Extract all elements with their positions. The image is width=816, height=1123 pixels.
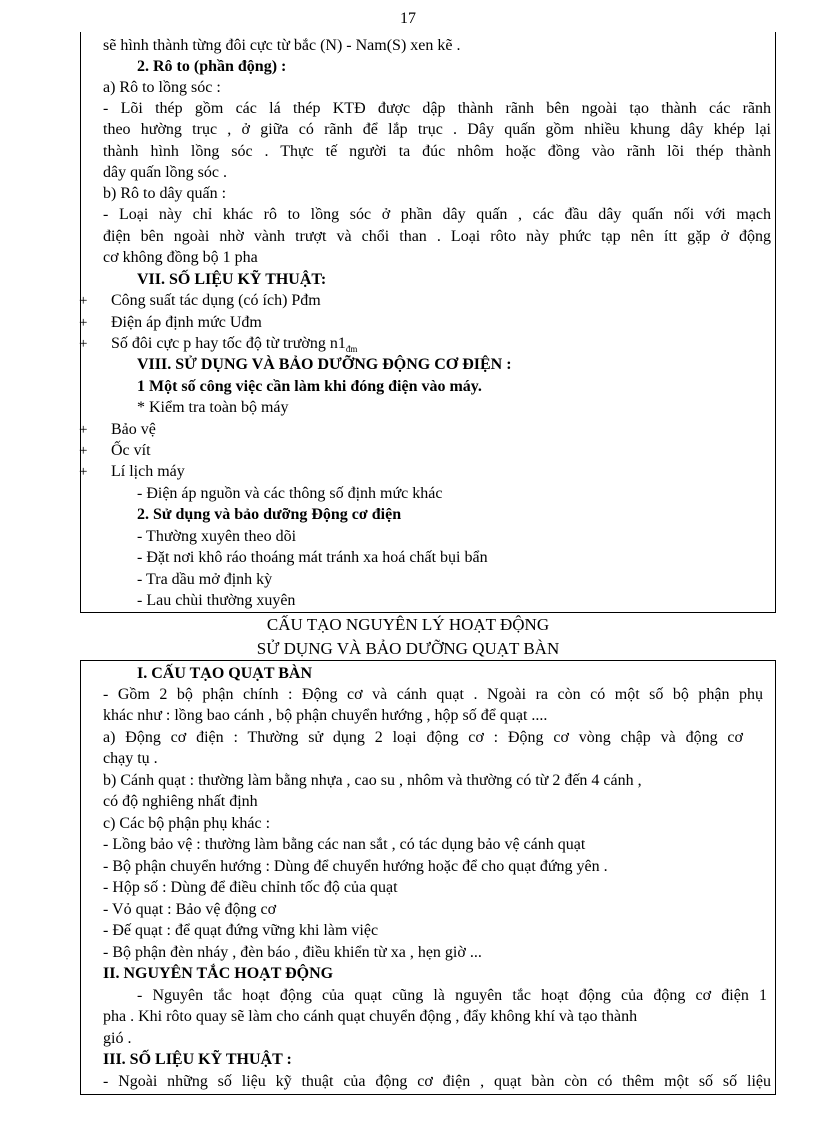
subheading: 1 Một số công việc cần làm khi đóng điện vào máy. — [137, 378, 482, 395]
section-heading-iii: III. SỐ LIỆU KỸ THUẬT : — [103, 1051, 292, 1068]
text-line: - Nguyên tắc hoạt động của quạt cũng là nguyên tắc hoạt động của động cơ điện 1 — [137, 987, 767, 1004]
text-line: - Lau chùi thường xuyên — [137, 592, 296, 609]
bullet-marker: + — [79, 315, 88, 331]
bullet-marker: + — [79, 422, 88, 438]
text-line: cơ không đồng bộ 1 pha — [103, 249, 258, 266]
text-line: pha . Khi rôto quay sẽ làm cho cánh quạt chuyển động , đẩy không khí và tạo thành — [103, 1008, 638, 1025]
text-line: - Gồm 2 bộ phận chính : Động cơ và cánh quạt . Ngoài ra còn có một số bộ phận phụ — [103, 686, 763, 703]
rotor-squirrel-label: a) Rô to lồng sóc : — [103, 79, 221, 96]
text-line: - Bộ phận chuyển hướng : Dùng để chuyển hướng hoặc để cho quạt đứng yên . — [103, 858, 608, 875]
text-line: - Loại này chỉ khác rô to lồng sóc ở phần dây quấn , các đầu dây quấn nối với mạch — [103, 206, 771, 223]
text-line: - Ngoài những số liệu kỹ thuật của động cơ điện , quạt bàn còn có thêm một số số liệu — [103, 1073, 771, 1090]
spec-item: Công suất tác dụng (có ích) Pđm — [111, 292, 321, 309]
rotor-wound-label: b) Rô to dây quấn : — [103, 185, 227, 202]
motor-section-box — [80, 32, 776, 613]
text-line: * Kiểm tra toàn bộ máy — [137, 399, 289, 416]
text-line: gió . — [103, 1030, 132, 1047]
text-line: - Đặt nơi khô ráo thoáng mát tránh xa hoá chất bụi bẩn — [137, 549, 488, 566]
text-line: c) Các bộ phận phụ khác : — [103, 815, 271, 832]
bullet-marker: + — [79, 443, 88, 459]
text-line: theo hường trục , ở giữa có rãnh để lắp trục . Dây quấn gồm nhiều khung dây khép lại — [103, 121, 771, 138]
text-line: thành hình lồng sóc . Thực tế người ta đúc nhôm hoặc đồng vào rãnh lõi thép thành — [103, 143, 771, 160]
text-line: - Hộp số : Dùng để điều chỉnh tốc độ của quạt — [103, 879, 398, 896]
check-item: Lí lịch máy — [111, 463, 185, 480]
chapter-title: CẤU TẠO NGUYÊN LÝ HOẠT ĐỘNG — [266, 615, 550, 634]
check-item: Ốc vít — [111, 442, 151, 459]
text-line: - Vỏ quạt : Bảo vệ động cơ — [103, 901, 277, 918]
text-line: điện bên ngoài nhờ vành trượt và chổi than . Loại rôto này phức tạp nên ítt gặp ở động — [103, 228, 771, 245]
chapter-subtitle: SỬ DỤNG VÀ BẢO DƯỠNG QUẠT BÀN — [256, 639, 560, 658]
text-line: - Bộ phận đèn nháy , đèn báo , điều khiển từ xa , hẹn giờ ... — [103, 944, 482, 961]
text-line: chạy tụ . — [103, 750, 158, 767]
section-heading-vii: VII. SỐ LIỆU KỸ THUẬT: — [137, 271, 327, 288]
spec-subscript: đm — [345, 344, 358, 355]
text-line: - Đế quạt : để quạt đứng vững khi làm việc — [103, 922, 379, 939]
spec-item-text: Số đôi cực p hay tốc độ từ trường n1 — [111, 335, 346, 352]
bullet-marker: + — [79, 336, 88, 352]
spec-item: Điện áp định mức Uđm — [111, 314, 262, 331]
section-heading-viii: VIII. SỬ DỤNG VÀ BẢO DƯỠNG ĐỘNG CƠ ĐIỆN : — [137, 356, 512, 373]
subheading: 2. Sử dụng và bảo dưỡng Động cơ điện — [137, 506, 402, 523]
text-line: - Lõi thép gồm các lá thép KTĐ được dập thành rãnh bên ngoài tạo thành các rãnh — [103, 100, 771, 117]
text-line: - Thường xuyên theo dõi — [137, 528, 297, 545]
text-line: - Tra dầu mở định kỳ — [137, 571, 273, 588]
section-heading-i: I. CẤU TẠO QUẠT BÀN — [137, 665, 312, 682]
text-line: sẽ hình thành từng đôi cực từ bắc (N) - Nam(S) xen kẽ . — [103, 37, 461, 54]
bullet-marker: + — [79, 293, 88, 309]
text-line: có độ nghiêng nhất định — [103, 793, 258, 810]
bullet-marker: + — [79, 464, 88, 480]
rotor-heading: 2. Rô to (phần động) : — [137, 58, 287, 75]
text-line: b) Cánh quạt : thường làm bằng nhựa , cao su , nhôm và thường có từ 2 đến 4 cánh , — [103, 772, 642, 789]
text-line: - Lồng bảo vệ : thường làm bằng các nan sắt , có tác dụng bảo vệ cánh quạt — [103, 836, 586, 853]
page-number: 17 — [400, 10, 416, 27]
section-heading-ii: II. NGUYÊN TẮC HOẠT ĐỘNG — [103, 965, 334, 982]
text-line: khác như : lồng bao cánh , bộ phận chuyển hướng , hộp số để quạt .... — [103, 707, 548, 724]
text-line: a) Động cơ điện : Thường sử dụng 2 loại động cơ : Động cơ vòng chập và động cơ — [103, 729, 743, 746]
text-line: - Điện áp nguồn và các thông số định mức khác — [137, 485, 443, 502]
check-item: Bảo vệ — [111, 421, 156, 438]
fan-section-box — [80, 660, 776, 1095]
text-line: dây quấn lồng sóc . — [103, 164, 227, 181]
